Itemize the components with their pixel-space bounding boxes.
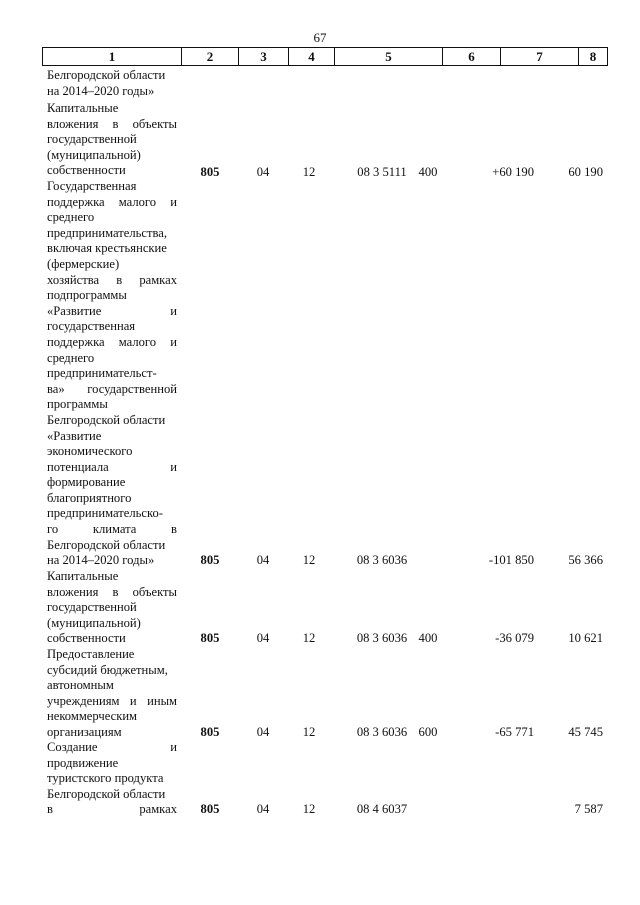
description-line: го климата в [47, 522, 177, 537]
cell-total-amount: 45 745 [568, 725, 603, 739]
row-description [47, 569, 177, 647]
cell-total-amount: 60 190 [568, 165, 603, 179]
cell-section: 04 [256, 553, 270, 567]
cell-section: 04 [256, 725, 270, 739]
description-line: предпринимательства, [47, 225, 168, 240]
description-line: «Развитие и [47, 303, 177, 318]
column-header-3: 3 [238, 48, 288, 65]
description-line: организациям [47, 724, 122, 739]
description-line: «Развитие [47, 428, 102, 443]
table-header-row [42, 47, 608, 66]
description-line: Создание и [47, 740, 177, 754]
description-line: Капитальные [47, 101, 119, 115]
description-line: вложения в объекты [47, 584, 177, 599]
description-line: ва» государственной [47, 381, 177, 396]
description-line: государственная [47, 319, 136, 334]
budget-table [42, 47, 608, 817]
column-header-6: 6 [442, 48, 500, 65]
description-line: Капитальные [47, 569, 119, 583]
cell-change-amount: +60 190 [492, 165, 534, 179]
description-line: туристского продукта [47, 771, 164, 786]
row-description [47, 647, 177, 741]
cell-expense-type: 600 [418, 725, 438, 739]
cell-admin-code: 805 [200, 725, 220, 739]
column-header-5: 5 [334, 48, 442, 65]
cell-change-amount: -65 771 [495, 725, 534, 739]
cell-change-amount: -101 850 [488, 553, 534, 567]
description-line: (муниципальной) [47, 147, 141, 162]
description-line: на 2014–2020 годы» [47, 83, 155, 98]
description-line: программы [47, 397, 108, 412]
cell-admin-code: 805 [200, 165, 220, 179]
cell-target-article: 08 4 6037 [356, 802, 408, 816]
column-header-2: 2 [181, 48, 238, 65]
description-line: Белгородской области [47, 786, 166, 801]
description-line: потенциала и [47, 459, 177, 474]
cell-change-amount: -36 079 [495, 631, 534, 645]
cell-admin-code: 805 [200, 631, 220, 645]
description-line: экономического [47, 444, 133, 459]
column-header-1: 1 [108, 49, 116, 64]
cell-total-amount: 10 621 [568, 631, 603, 645]
description-line: Белгородской области [47, 412, 166, 427]
cell-target-article: 08 3 6036 [356, 725, 408, 739]
row-description [47, 101, 177, 179]
column-header-4: 4 [288, 48, 334, 65]
cell-admin-code: 805 [200, 802, 220, 816]
row-description [47, 740, 177, 818]
description-line: продвижение [47, 755, 119, 770]
cell-subsection: 12 [302, 802, 316, 816]
cell-section: 04 [256, 165, 270, 179]
cell-total-amount: 7 587 [574, 802, 603, 816]
cell-target-article: 08 3 5111 [357, 165, 407, 179]
cell-expense-type: 400 [418, 631, 438, 645]
description-line: вложения в объекты [47, 116, 177, 131]
description-line: Белгородской области [47, 68, 166, 82]
description-line: на 2014–2020 годы» [47, 553, 155, 568]
cell-subsection: 12 [302, 631, 316, 645]
description-line: благоприятного [47, 490, 132, 505]
cell-target-article: 08 3 6036 [356, 553, 408, 567]
description-line: автономным [47, 678, 114, 693]
description-line: хозяйства в рамках [47, 272, 177, 287]
description-line: собственности [47, 631, 126, 646]
cell-admin-code: 805 [200, 553, 220, 567]
description-line: подпрограммы [47, 288, 127, 303]
description-line: в рамках [47, 802, 177, 817]
description-line: Белгородской области [47, 537, 166, 552]
description-line: Государственная [47, 179, 137, 193]
description-line: включая крестьянские [47, 241, 167, 256]
description-line: предпринимательст- [47, 366, 157, 381]
description-line: предпринимательско- [47, 506, 163, 521]
cell-expense-type: 400 [418, 165, 438, 179]
page-number: 67 [313, 30, 327, 45]
row-description [47, 179, 177, 569]
description-line: государственной [47, 132, 137, 147]
cell-section: 04 [256, 802, 270, 816]
description-line: государственной [47, 600, 137, 615]
cell-subsection: 12 [302, 165, 316, 179]
description-line: среднего [47, 350, 95, 365]
description-line: формирование [47, 475, 126, 490]
description-line: поддержка малого и [47, 334, 177, 349]
description-line: (муниципальной) [47, 615, 141, 630]
column-header-7: 7 [500, 48, 578, 65]
description-line: собственности [47, 163, 126, 178]
cell-target-article: 08 3 6036 [356, 631, 408, 645]
cell-subsection: 12 [302, 553, 316, 567]
description-line: субсидий бюджетным, [47, 662, 168, 677]
cell-section: 04 [256, 631, 270, 645]
description-line: некоммерческим [47, 709, 138, 724]
column-header-8: 8 [578, 48, 607, 65]
description-line: Предоставление [47, 647, 135, 661]
cell-subsection: 12 [302, 725, 316, 739]
description-line: (фермерские) [47, 256, 120, 271]
cell-total-amount: 56 366 [568, 553, 603, 567]
description-line: поддержка малого и [47, 194, 177, 209]
description-line: среднего [47, 210, 95, 225]
description-line: учреждениям и иным [47, 693, 177, 708]
row-description [47, 68, 177, 99]
